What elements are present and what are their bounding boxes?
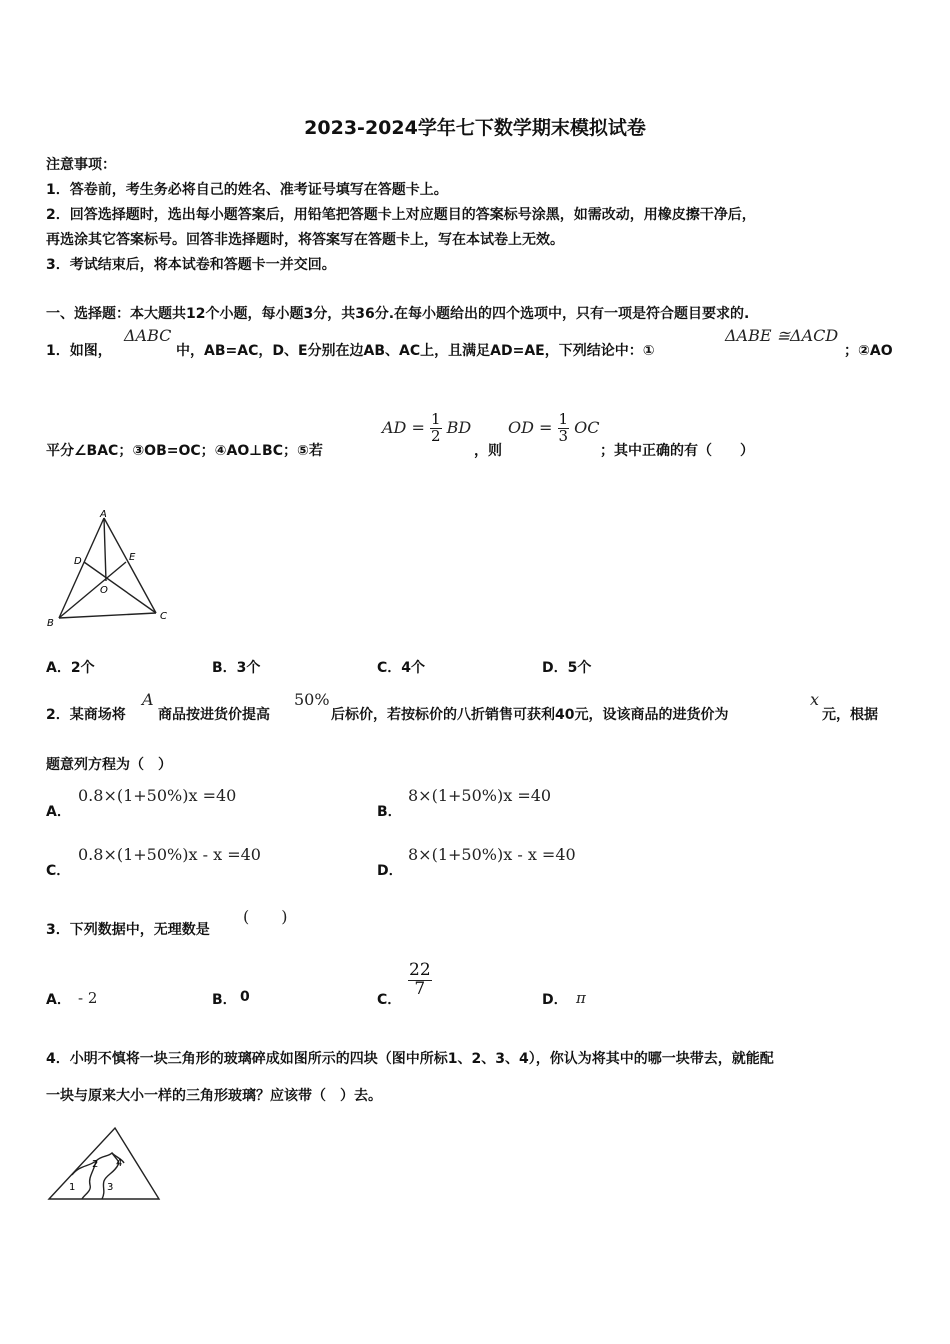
q1-f2-num: 1 xyxy=(558,410,569,428)
q3-paren: ( ) xyxy=(243,907,288,926)
q3-option-c-frac xyxy=(408,962,432,999)
notice-item-3: 3．考试结束后，将本试卷和答题卡一并交回。 xyxy=(46,257,336,273)
q2-text-3: 后标价，若按标价的八折销售可获利40元，设该商品的进货价为 xyxy=(331,707,729,723)
q3-option-b-label: B． xyxy=(212,992,237,1008)
q2-option-a-expr: 0.8×(1+50%)x =40 xyxy=(78,786,237,805)
q1-f2-frac xyxy=(558,412,570,445)
q4-text-1: 4．小明不慎将一块三角形的玻璃碎成如图所示的四块（图中所标1、2、3、4），你认为将其中的哪一块带去，就能配 xyxy=(46,1051,774,1067)
page-title: 2023-2024学年七下数学期末模拟试卷 xyxy=(304,117,646,139)
q3-option-c-fraction xyxy=(408,962,432,999)
segment-ao xyxy=(104,518,106,581)
q1-f2-right: OC xyxy=(574,417,600,437)
q2-option-b-expr: 8×(1+50%)x =40 xyxy=(408,786,552,805)
q1-f2-den: 3 xyxy=(558,426,569,445)
notice-item-2: 2．回答选择题时，选出每小题答案后，用铅笔把答题卡上对应题目的答案标号涂黑，如需改动，用橡皮擦干净后， xyxy=(46,207,756,223)
edge-bc xyxy=(59,613,156,618)
piece-label-4: 4 xyxy=(116,1158,123,1169)
q4-broken-glass-figure xyxy=(44,1125,164,1205)
q2-var-a: A xyxy=(142,690,154,709)
q2-option-c-label: C． xyxy=(46,863,71,879)
q1-text-3: ；②AO xyxy=(844,343,893,359)
q1-f1-right: BD xyxy=(446,417,472,437)
label-c: C xyxy=(160,611,167,622)
segment-be xyxy=(59,562,126,618)
q1-text-1: 1．如图， xyxy=(46,343,112,359)
q3-option-d-expr: π xyxy=(576,989,586,1007)
q2-option-d-label: D． xyxy=(377,863,403,879)
q2-text-5: 题意列方程为（ ） xyxy=(46,757,172,773)
q1-f1-den: 2 xyxy=(430,426,441,445)
q1-math-abc: ΔABC xyxy=(124,326,172,345)
q1-text-2: 中，AB=AC，D、E分别在边AB、AC上，且满足AD=AE，下列结论中：① xyxy=(176,343,655,359)
piece-label-3: 3 xyxy=(107,1182,114,1193)
q3-option-a-label: A． xyxy=(46,992,71,1008)
q2-option-d-expr: 8×(1+50%)x - x =40 xyxy=(408,845,576,864)
q1-triangle-figure xyxy=(44,505,174,630)
q1-text-5: ，则 xyxy=(474,443,502,459)
label-a: A xyxy=(100,509,107,520)
q2-percent: 50% xyxy=(294,690,330,709)
q1-math-congruent: ΔABE ≅ΔACD xyxy=(725,326,839,345)
q1-fraction-2 xyxy=(508,412,600,445)
label-b: B xyxy=(47,618,54,629)
label-e: E xyxy=(129,552,136,563)
q1-option-d: D．5个 xyxy=(542,660,592,676)
q1-option-c: C．4个 xyxy=(377,660,426,676)
q3-option-c-label: C． xyxy=(377,992,402,1008)
q3-text: 3．下列数据中，无理数是 xyxy=(46,922,210,938)
notice-item-2-cont: 再选涂其它答案标号。回答非选择题时，将答案写在答题卡上，写在本试卷上无效。 xyxy=(46,232,564,248)
label-o: O xyxy=(100,585,108,596)
q1-text-4: 平分∠BAC；③OB=OC；④AO⊥BC；⑤若 xyxy=(46,443,323,459)
q1-text-6: ；其中正确的有（ ） xyxy=(600,443,754,459)
edge-ab xyxy=(59,518,104,618)
q1-f2-left: OD = xyxy=(508,417,553,437)
q1-f1-num: 1 xyxy=(430,410,441,428)
q2-text-4: 元，根据 xyxy=(822,707,878,723)
q1-fraction-1 xyxy=(382,412,471,445)
q2-var-x: x xyxy=(810,690,820,709)
q3-option-b-expr: 0 xyxy=(240,989,250,1005)
q3-option-c-num: 22 xyxy=(409,960,431,980)
q2-option-b-label: B． xyxy=(377,804,402,820)
q2-text-2: 商品按进货价提高 xyxy=(158,707,270,723)
piece-label-1: 1 xyxy=(69,1182,76,1193)
q1-option-a: A．2个 xyxy=(46,660,95,676)
q3-option-a-expr: - 2 xyxy=(78,989,98,1007)
edge-ac xyxy=(104,518,156,613)
q2-option-a-label: A． xyxy=(46,804,71,820)
q1-f1-frac xyxy=(430,412,442,445)
q3-option-c-den: 7 xyxy=(414,978,426,999)
q2-option-c-expr: 0.8×(1+50%)x - x =40 xyxy=(78,845,261,864)
q3-option-d-label: D． xyxy=(542,992,568,1008)
notice-heading: 注意事项： xyxy=(46,157,116,173)
section-heading: 一、选择题：本大题共12个小题，每小题3分，共36分.在每小题给出的四个选项中，只有一项是符合题目要求的. xyxy=(46,306,750,322)
q1-f1-left: AD = xyxy=(382,417,425,437)
notice-item-1: 1．答卷前，考生务必将自己的姓名、准考证号填写在答题卡上。 xyxy=(46,182,448,198)
label-d: D xyxy=(74,556,82,567)
q1-option-b: B．3个 xyxy=(212,660,261,676)
piece-label-2: 2 xyxy=(92,1159,99,1170)
q4-text-2: 一块与原来大小一样的三角形玻璃？应该带（ ）去。 xyxy=(46,1088,382,1104)
q2-text-1: 2．某商场将 xyxy=(46,707,126,723)
